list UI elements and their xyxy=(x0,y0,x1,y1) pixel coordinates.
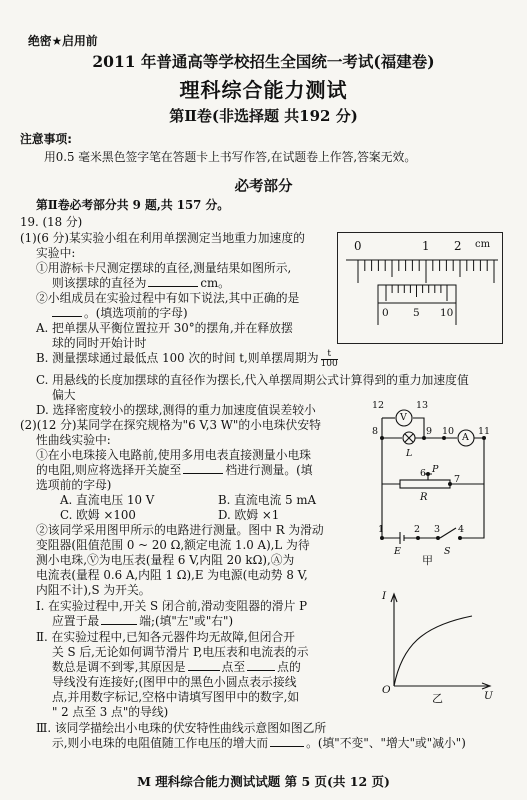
lamp-letter: L xyxy=(406,448,413,459)
q19-p1-line2: 实验中: xyxy=(36,246,76,260)
exam-title: 2011 年普通高等学校招生全国统一考试(福建卷) xyxy=(92,52,435,71)
voltmeter-letter: V xyxy=(400,412,407,423)
vernier-label-0: 0 xyxy=(382,307,389,319)
option-b: B. 测量摆球通过最低点 100 次的时间 t,则单摆周期为 $\frac{t}{100}$ xyxy=(36,348,338,369)
node-10: 10 xyxy=(442,426,455,437)
diameter-blank[interactable] xyxy=(148,276,198,287)
q19-p2-i3b: 示,则小电珠的电阻值随工作电压的增大而 。(填"不变"、"增大"或"减小") xyxy=(52,736,466,750)
node-9: 9 xyxy=(426,426,433,437)
caliper-figure xyxy=(337,232,503,344)
wire-left xyxy=(382,418,400,538)
circuit-caption: 甲 xyxy=(422,554,433,567)
q19-p2-i1a: Ⅰ. 在实验过程中,开关 S 闭合前,滑动变阻器的滑片 P xyxy=(36,599,308,613)
graph-caption: 乙 xyxy=(432,692,443,705)
characteristic-curve xyxy=(394,616,472,686)
notice-heading: 注意事项: xyxy=(20,132,72,146)
rheostat-letter: R xyxy=(420,492,428,503)
battery-plates xyxy=(400,532,404,544)
q19-p2-s2e: 内阻不计),S 为开关。 xyxy=(36,583,151,597)
q19-p2-i2a: Ⅱ. 在实验过程中,已知各元器件均无故障,但闭合开 xyxy=(36,630,295,644)
q19-p2-s1a: ①在小电珠接入电路前,使用多用电表直接测量小电珠 xyxy=(36,448,312,462)
slider-end-blank[interactable] xyxy=(101,614,137,625)
range-blank[interactable] xyxy=(183,463,223,474)
option-d: D. 选择密度较小的摆球,测得的重力加速度值误差较小 xyxy=(36,403,316,417)
q19-p2-line1: (2)(12 分)某同学在探究规格为"6 V,3 W"的小电珠伏安特 xyxy=(20,418,321,432)
slider-letter: P xyxy=(432,464,439,475)
q19-p2-s2a: ②该同学采用图甲所示的电路进行测量。图中 R 为滑动 xyxy=(36,523,324,537)
switch-letter: S xyxy=(444,546,451,557)
q19-p2-i2b: 关 S 后,无论如何调节滑片 P,电压表和电流表的示 xyxy=(52,645,309,659)
section-title: 必考部分 xyxy=(234,179,293,195)
point-to-blank[interactable] xyxy=(247,660,275,671)
q19-p1-s1a: ①用游标卡尺测定摆球的直径,测量结果如图所示, xyxy=(36,261,292,275)
switch-lever xyxy=(440,528,456,538)
vernier-label-5: 5 xyxy=(413,307,420,319)
rheostat-body xyxy=(400,480,450,488)
node-8: 8 xyxy=(372,426,379,437)
node-3: 3 xyxy=(434,524,441,535)
q19-number: 19. (18 分) xyxy=(20,215,83,229)
volume-title: 第Ⅱ卷(非选择题 共192 分) xyxy=(169,107,358,125)
choice-blank[interactable] xyxy=(52,306,82,317)
voltage-axis xyxy=(394,683,490,689)
section-intro: 第Ⅱ卷必考部分共 9 题,共 157 分。 xyxy=(36,198,230,212)
ammeter-letter: A xyxy=(462,432,469,443)
q19-p2-s2c: 测小电珠,Ⓥ为电压表(量程 6 V,内阻 20 kΩ),Ⓐ为 xyxy=(36,553,295,567)
node-1: 1 xyxy=(378,524,385,535)
option-c-line1: C. 用悬线的长度加摆球的直径作为摆长,代入单摆周期公式计算得到的重力加速度值 xyxy=(36,373,469,387)
q19-p2-s2b: 变阻器(阻值范围 0 ~ 20 Ω,额定电流 1.0 A),L 为待 xyxy=(36,538,310,552)
secret-label: 绝密★启用前 xyxy=(28,34,98,48)
vernier-label-10: 10 xyxy=(440,307,454,319)
notice-text: 用0.5 毫米黑色签字笔在答题卡上书写作答,在试题卷上作答,答案无效。 xyxy=(44,150,417,164)
q19-p2-s1d: 选项前的字母) xyxy=(36,478,112,492)
main-label-1: 1 xyxy=(422,239,430,253)
q19-p2-i3a: Ⅲ. 该同学描绘出小电珠的伏安特性曲线示意图如图乙所 xyxy=(36,721,327,735)
x-axis-label: U xyxy=(484,690,493,702)
q19-p2-i2h: " 2 点至 3 点"的导线) xyxy=(52,705,169,719)
node-12: 12 xyxy=(372,400,385,411)
node-13: 13 xyxy=(416,400,429,411)
node-2: 2 xyxy=(414,524,421,535)
q19-p1-line1: (1)(6 分)某实验小组在利用单摆测定当地重力加速度的 xyxy=(20,231,305,245)
emf-letter: E xyxy=(394,546,401,557)
meter-option-a: A. 直流电压 10 V xyxy=(60,493,155,507)
current-axis xyxy=(391,594,397,686)
q19-p1-s2a: ②小组成员在实验过程中有如下说法,其中正确的是 xyxy=(36,291,300,305)
q19-p1-s1b: 则该摆球的直径为 cm。 xyxy=(52,276,230,290)
option-a-line1: A. 把单摆从平衡位置拉开 30°的摆角,并在释放摆 xyxy=(36,321,293,335)
node-6: 6 xyxy=(420,468,427,479)
resistance-trend-blank[interactable] xyxy=(270,736,304,747)
q19-p2-s2d: 电流表(量程 0.6 A,内阻 1 Ω),E 为电源(电动势 8 V, xyxy=(36,568,308,582)
meter-option-c: C. 欧姆 ×100 xyxy=(60,508,136,522)
wire-right xyxy=(474,438,484,488)
option-a-line2: 球的同时开始计时 xyxy=(52,336,147,350)
q19-p2-i2c: 数总是调不到零,其原因是 点至 点的 xyxy=(52,660,301,674)
circuit-drawing xyxy=(360,396,500,568)
iu-graph xyxy=(372,586,500,712)
node-11: 11 xyxy=(478,426,491,437)
q19-p2-i2f: 导线没有连接好;(图甲中的黑色小圆点表示接线 xyxy=(52,675,297,689)
node-4: 4 xyxy=(458,524,465,535)
main-scale-ticks xyxy=(358,260,494,283)
circuit-diagram xyxy=(360,396,500,568)
option-c-line2: 偏大 xyxy=(52,388,76,402)
main-label-0: 0 xyxy=(354,239,362,253)
node-7: 7 xyxy=(454,474,461,485)
q19-p2-line2: 性曲线实验中: xyxy=(36,433,111,447)
q19-p1-s2b: 。(填选项前的字母) xyxy=(52,304,188,321)
page-footer: M 理科综合能力测试试题 第 5 页(共 12 页) xyxy=(137,774,390,789)
y-axis-label: I xyxy=(382,590,387,602)
origin-label: O xyxy=(382,684,391,696)
q19-p2-s1b: 的电阻,则应将选择开关旋至 档进行测量。(填 xyxy=(36,463,313,477)
period-fraction: $\frac{t}{100}$ xyxy=(320,348,338,369)
unit-label-cm: cm xyxy=(475,239,491,250)
lamp-cross xyxy=(405,434,413,442)
q19-p2-i1b: 应置于最 端;(填"左"或"右") xyxy=(52,614,234,628)
subject-title: 理科综合能力测试 xyxy=(179,78,348,102)
q19-p2-i2g: 点,并用数字标记,空格中请填写图甲中的数字,如 xyxy=(52,690,300,704)
point-from-blank[interactable] xyxy=(188,660,220,671)
main-label-2: 2 xyxy=(454,239,462,253)
meter-option-b: B. 直流电流 5 mA xyxy=(218,493,317,507)
meter-option-d: D. 欧姆 ×1 xyxy=(218,508,280,522)
vernier-scale-ticks xyxy=(386,285,447,301)
